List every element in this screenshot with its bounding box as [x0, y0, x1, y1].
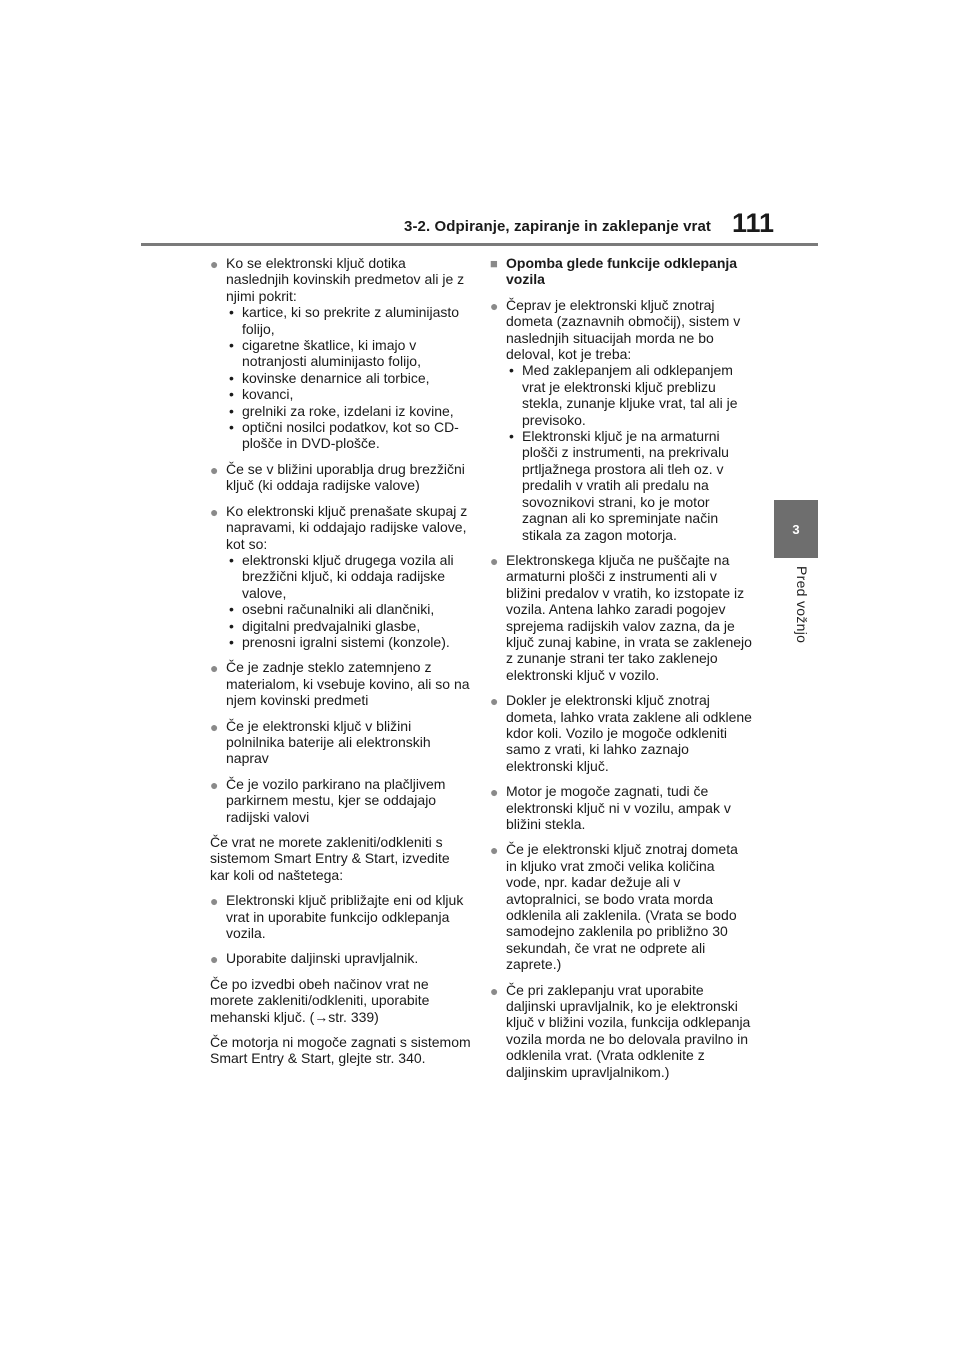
sub-item: • digitalni predvajalniki glasbe, [226, 618, 472, 634]
list-item [490, 297, 752, 543]
sub-item: • Med zaklepanjem ali odklepanjem vrat je elektronski ključ preblizu stekla, zunanje kljuke vrat, tal ali je previsoko. [506, 362, 752, 428]
bullet-icon: ● [210, 503, 219, 520]
list-item [210, 461, 472, 494]
bullet-icon: ● [210, 718, 219, 735]
sub-item: • kovanci, [226, 386, 472, 402]
bullet-icon: ● [210, 461, 219, 478]
item-text: Ko elektronski ključ prenašate skupaj z napravami, ki oddajajo radijske valove, kot so: [226, 502, 468, 552]
item-text: Če je zadnje steklo zatemnjeno z materialom, ki vsebuje kovino, ali so na njem kovinski predmeti [226, 659, 470, 709]
item-text: Če je elektronski ključ v bližini polnilnika baterije ali elektronskih naprav [226, 717, 431, 767]
item-text: Če je elektronski ključ znotraj dometa in kljuko vrat zmoči velika količina vode, npr. kadar dežuje ali v avtopralnici, se bodo vrata morda odklenila ali zaklenila. (Vrata se bodo samodejno zaklenila po približno 30 sekundah, če vrat ne odprete ali zaprete.) [506, 841, 738, 973]
item-text: Elektronski ključ približajte eni od kljuk vrat in uporabite funkcijo odklepanja vozila. [226, 892, 464, 942]
list-item [490, 692, 752, 774]
left-column [210, 255, 472, 1076]
item-text: Če se v bližini uporablja drug brezžični ključ (ki oddaja radijske valove) [226, 460, 465, 494]
bullet-icon: ● [210, 660, 219, 677]
bullet-icon: ● [490, 842, 499, 859]
item-text: Dokler je elektronski ključ znotraj dometa, lahko vrata zaklene ali odklene kdor koli. Vozilo je mogoče odkleniti samo z vrati, ki lahko zaznajo elektronski ključ. [506, 692, 752, 774]
sub-item: • optični nosilci podatkov, kot so CD-plošče in DVD-plošče. [226, 419, 472, 452]
list-item [210, 718, 472, 767]
list-item [210, 950, 472, 966]
section-title: 3-2. Odpiranje, zapiranje in zaklepanje vrat [404, 218, 712, 235]
item-text: Če pri zaklepanju vrat uporabite daljinski upravljalnik, ko je elektronski ključ v bližini vozila, funkcija odklepanja vozila morda ne bo delovala pravilno in odklenila vrat. (Vrata odklenite z daljinskim upravljalnikom.) [506, 981, 751, 1080]
item-text: Čeprav je elektronski ključ znotraj dometa (zaznavnih območij), sistem v naslednjih situacijah morda ne bo deloval, kot je treba: [506, 296, 741, 363]
bullet-icon: ● [490, 552, 499, 569]
square-icon: ■ [490, 256, 498, 271]
list-item [210, 892, 472, 941]
chapter-label: Pred vožnjo [794, 566, 810, 644]
bullet-icon: ● [210, 893, 219, 910]
page-number: 111 [732, 208, 775, 238]
paragraph: Če po izvedbi obeh načinov vrat ne morete zakleniti/odkleniti, uporabite mehanski ključ. (→str. 339) [210, 975, 430, 1025]
item-text: Ko se elektronski ključ dotika naslednjih kovinskih predmetov ali je z njimi pokrit: [226, 255, 465, 304]
bullet-icon: ● [490, 693, 499, 710]
sub-item: • grelniki za roke, izdelani iz kovine, [226, 403, 472, 419]
list-item [490, 982, 752, 1080]
sub-item: • osebni računalniki ali dlančniki, [226, 601, 472, 617]
sub-item: • prenosni igralni sistemi (konzole). [226, 634, 472, 650]
header-divider [141, 243, 818, 246]
page-header [0, 0, 960, 250]
list-item [210, 503, 472, 651]
paragraph: Če motorja ni mogoče zagnati s sistemom Smart Entry & Start, glejte str. 340. [210, 1034, 471, 1067]
list-item [490, 841, 752, 972]
bullet-icon: ● [490, 297, 499, 314]
item-text: Če je vozilo parkirano na plačljivem parkirnem mestu, kjer se oddajajo radijski valovi [226, 775, 446, 825]
sub-item: • kartice, ki so prekrite z aluminijasto folijo, [226, 304, 472, 337]
item-text: Motor je mogoče zagnati, tudi če elektronski ključ ni v vozilu, ampak v bližini stekla. [506, 783, 731, 832]
sub-item: • cigaretne škatlice, ki imajo v notranjosti aluminijasto folijo, [226, 337, 472, 370]
sub-item: • elektronski ključ drugega vozila ali brezžični ključ, ki oddaja radijske valove, [226, 552, 472, 601]
bullet-icon: ● [210, 951, 219, 968]
bullet-icon: ● [490, 784, 499, 801]
list-item [490, 552, 752, 683]
heading-text: Opomba glede funkcije odklepanja vozila [506, 255, 738, 288]
bullet-icon: ● [210, 256, 219, 272]
section-heading [490, 255, 752, 288]
list-item [210, 255, 472, 452]
bullet-icon: ● [490, 982, 499, 999]
chapter-tab: 3 [774, 500, 818, 558]
list-item [210, 659, 472, 708]
item-text: Elektronskega ključa ne puščajte na armaturni plošči z instrumenti ali v bližini predalov v vratih, ko izstopate iz vozila. Antena lahko zaradi pogojev sprejema radijskih valov zazna, da je ključ zunaj kabine, in vrata se zaklenejo z zunanje strani ter tako zaklenejo elektronski ključ v vozilo. [506, 551, 752, 683]
right-column [490, 255, 752, 1089]
item-text: Uporabite daljinski upravljalnik. [226, 950, 419, 967]
sub-item: • kovinske denarnice ali torbice, [226, 370, 472, 386]
list-item [210, 776, 472, 825]
bullet-icon: ● [210, 776, 219, 793]
paragraph: Če vrat ne morete zakleniti/odkleniti s sistemom Smart Entry & Start, izvedite kar koli od naštetega: [210, 834, 450, 883]
sub-item: • Elektronski ključ je na armaturni plošči z instrumenti, na prekrivalu prtljažnega prostora ali tleh oz. v predalih v vratih ali predalu na sovoznikovi strani, ko je motor zagnan ali ko spreminjate način stikala za zagon motorja. [506, 428, 752, 543]
list-item [490, 783, 752, 832]
